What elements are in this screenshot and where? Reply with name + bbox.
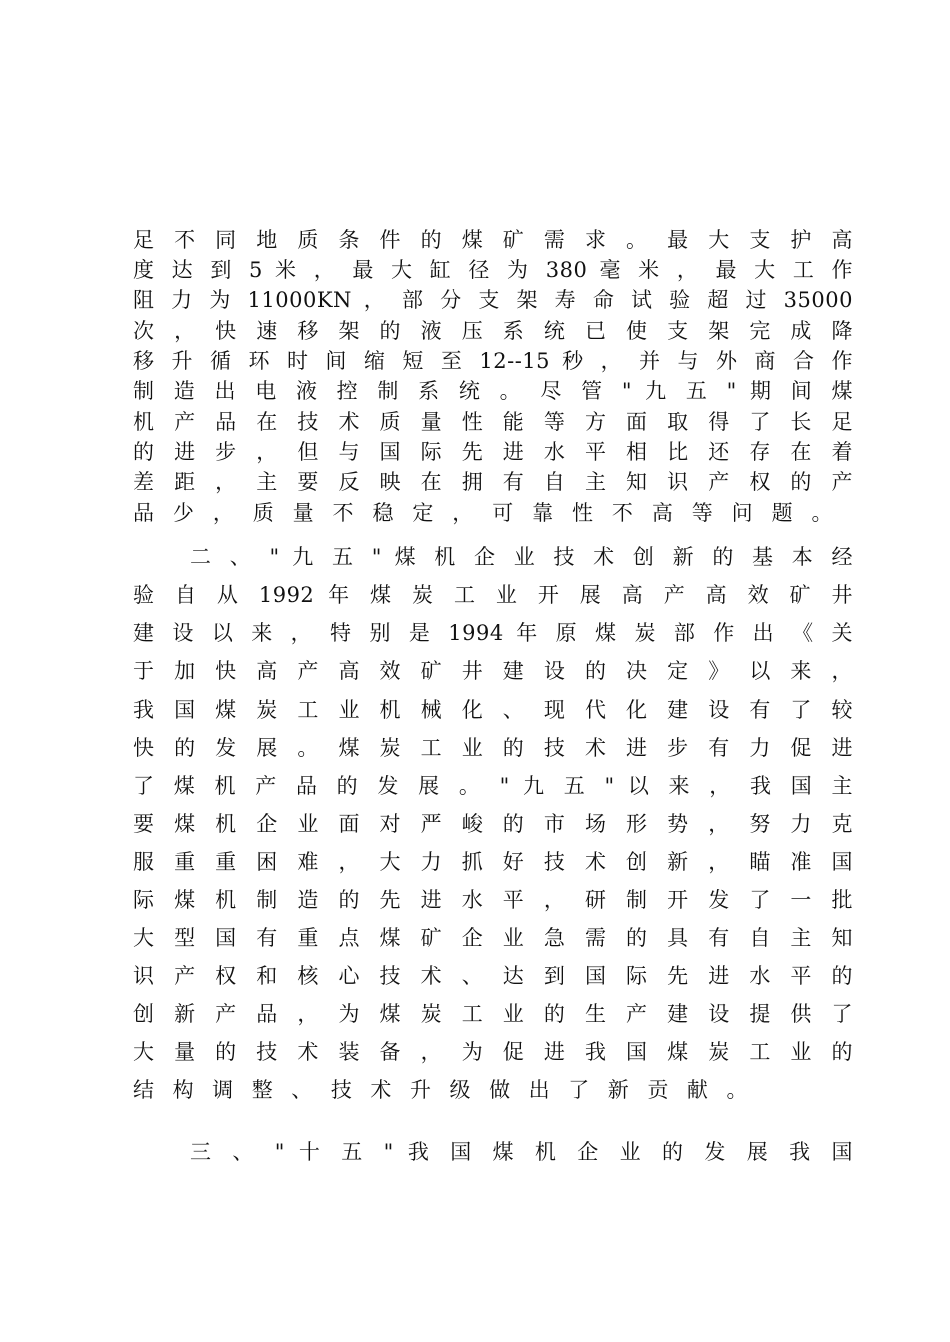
text-line: 度 达 到 5 米 ， 最 大 缸 径 为 380 毫 米 ， 最 大 工 作 — [133, 258, 853, 282]
text-line: 制 造 出 电 液 控 制 系 统 。 尽 管 " 九 五 " 期 间 煤 — [133, 379, 853, 403]
text-line: 际 煤 机 制 造 的 先 进 水 平 ， 研 制 开 发 了 一 批 — [133, 888, 853, 912]
text-line: 阻 力 为 11000KN ， 部 分 支 架 寿 命 试 验 超 过 35000 — [133, 288, 853, 312]
text-line: 于 加 快 高 产 高 效 矿 井 建 设 的 决 定 》 以 来 ， — [133, 659, 853, 683]
text-line: 服 重 重 困 难 ， 大 力 抓 好 技 术 创 新 ， 瞄 准 国 — [133, 850, 853, 874]
text-line: 了 煤 机 产 品 的 发 展 。 " 九 五 " 以 来 ， 我 国 主 — [133, 774, 853, 798]
text-line: 三 、 " 十 五 " 我 国 煤 机 企 业 的 发 展 我 国 — [190, 1140, 853, 1164]
text-line: 结 构 调 整 、 技 术 升 级 做 出 了 新 贡 献 。 — [133, 1078, 748, 1102]
text-line: 品 少 ， 质 量 不 稳 定 ， 可 靠 性 不 高 等 问 题 。 — [133, 501, 833, 525]
text-line: 差 距 ， 主 要 反 映 在 拥 有 自 主 知 识 产 权 的 产 — [133, 470, 853, 494]
text-line: 大 量 的 技 术 装 备 ， 为 促 进 我 国 煤 炭 工 业 的 — [133, 1040, 853, 1064]
text-line: 快 的 发 展 。 煤 炭 工 业 的 技 术 进 步 有 力 促 进 — [133, 736, 853, 760]
text-line: 大 型 国 有 重 点 煤 矿 企 业 急 需 的 具 有 自 主 知 — [133, 926, 853, 950]
text-line: 识 产 权 和 核 心 技 术 、 达 到 国 际 先 进 水 平 的 — [133, 964, 853, 988]
text-line: 二 、 " 九 五 " 煤 机 企 业 技 术 创 新 的 基 本 经 — [190, 545, 853, 569]
text-line: 次 ， 快 速 移 架 的 液 压 系 统 已 使 支 架 完 成 降 — [133, 319, 853, 343]
text-line: 足 不 同 地 质 条 件 的 煤 矿 需 求 。 最 大 支 护 高 — [133, 228, 853, 252]
text-line: 要 煤 机 企 业 面 对 严 峻 的 市 场 形 势 ， 努 力 克 — [133, 812, 853, 836]
text-line: 的 进 步 ， 但 与 国 际 先 进 水 平 相 比 还 存 在 着 — [133, 440, 853, 464]
text-line: 机 产 品 在 技 术 质 量 性 能 等 方 面 取 得 了 长 足 — [133, 410, 853, 434]
text-line: 建 设 以 来 ， 特 别 是 1994 年 原 煤 炭 部 作 出 《 关 — [133, 621, 853, 645]
text-line: 验 自 从 1992 年 煤 炭 工 业 开 展 高 产 高 效 矿 井 — [133, 583, 853, 607]
text-line: 移 升 循 环 时 间 缩 短 至 12--15 秒 ， 并 与 外 商 合 作 — [133, 349, 853, 373]
text-line: 我 国 煤 炭 工 业 机 械 化 、 现 代 化 建 设 有 了 较 — [133, 698, 853, 722]
text-line: 创 新 产 品 ， 为 煤 炭 工 业 的 生 产 建 设 提 供 了 — [133, 1002, 853, 1026]
